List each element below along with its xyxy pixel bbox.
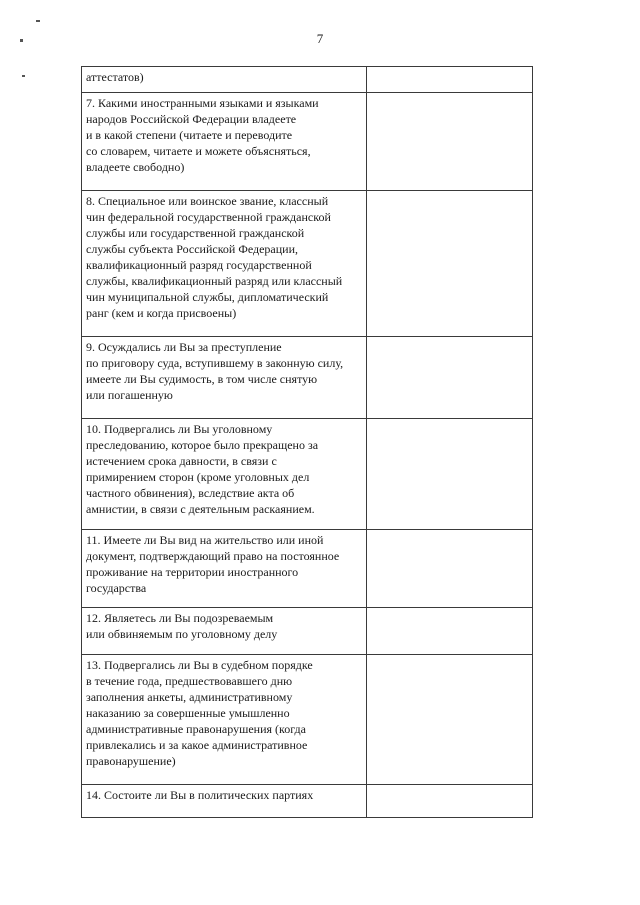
question-text: 10. Подвергались ли Вы уголовному преследованию, которое было прекращено за истечением срока давности, в связи с примирением сторон (кроме уголовных дел частного обвинения), вследствие акта об амнистии, в связи с деятельным раскаянием. — [86, 422, 319, 516]
table-row — [82, 655, 533, 785]
page-number: 7 — [316, 31, 324, 46]
question-cell — [82, 191, 367, 337]
table-row — [82, 337, 533, 419]
scan-artifact — [20, 39, 23, 42]
scan-artifact — [22, 75, 25, 77]
question-cell — [82, 337, 367, 419]
question-text: 7. Какими иностранными языками и языками народов Российской Федерации владеете и в какой степени (читаете и переводите со словарем, читаете и можете объясняться, владеете свободно) — [86, 96, 319, 174]
table-row — [82, 191, 533, 337]
question-text: 8. Специальное или воинское звание, классный чин федеральной государственной гражданской службы или государственной гражданской службы субъекта Российской Федерации, квалификационный разряд государственной службы, квалификационный разряд или классный чин муниципальной службы, дипломатический ранг (кем и когда присвоены) — [86, 194, 343, 320]
question-cell — [82, 785, 367, 818]
table-row — [82, 530, 533, 608]
question-cell — [82, 67, 367, 93]
answer-cell[interactable] — [367, 419, 533, 530]
question-cell — [82, 419, 367, 530]
question-cell — [82, 608, 367, 655]
answer-cell[interactable] — [367, 655, 533, 785]
question-text: аттестатов) — [86, 70, 144, 84]
answer-cell[interactable] — [367, 191, 533, 337]
table-row — [82, 67, 533, 93]
answer-cell[interactable] — [367, 530, 533, 608]
question-cell — [82, 93, 367, 191]
table-row — [82, 93, 533, 191]
question-text: 12. Являетесь ли Вы подозреваемым или обвиняемым по уголовному делу — [86, 611, 278, 641]
question-text: 13. Подвергались ли Вы в судебном порядке в течение года, предшествовавшего дню заполнения анкеты, административному наказанию за совершенные умышленно административные правонарушения (когда привлекались и за какое административное правонарушение) — [86, 658, 313, 768]
question-text: 9. Осуждались ли Вы за преступление по приговору суда, вступившему в законную силу, имеете ли Вы судимость, в том числе снятую или погашенную — [86, 340, 344, 402]
answer-cell[interactable] — [367, 337, 533, 419]
questionnaire-table — [81, 66, 533, 818]
question-cell — [82, 530, 367, 608]
answer-cell[interactable] — [367, 785, 533, 818]
scan-artifact — [36, 20, 40, 22]
answer-cell[interactable] — [367, 608, 533, 655]
answer-cell[interactable] — [367, 93, 533, 191]
table-row — [82, 608, 533, 655]
table-row — [82, 785, 533, 818]
question-text: 11. Имеете ли Вы вид на жительство или иной документ, подтверждающий право на постоянное проживание на территории иностранного государства — [86, 533, 340, 595]
answer-cell[interactable] — [367, 67, 533, 93]
table-row — [82, 419, 533, 530]
question-text: 14. Состоите ли Вы в политических партиях — [86, 788, 314, 802]
question-cell — [82, 655, 367, 785]
